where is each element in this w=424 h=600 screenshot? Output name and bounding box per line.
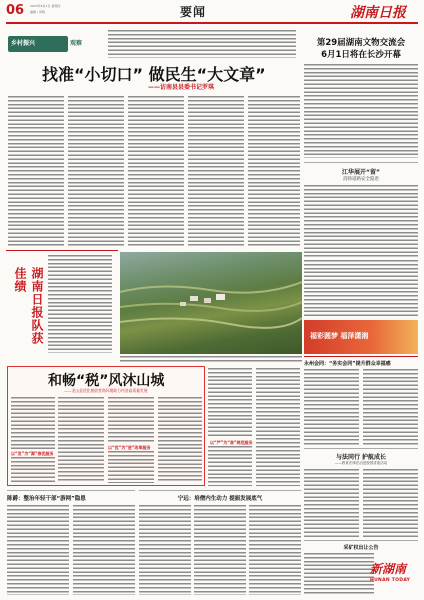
feature-col-1b: [11, 457, 55, 483]
column-badge-title: 乡村振兴: [11, 40, 36, 47]
feature-section-2: 以“优”为“进”改革服务: [108, 445, 151, 450]
right-news-1: [304, 26, 418, 160]
right-news-2: [304, 162, 418, 258]
paper-logo: 湖南日报: [350, 5, 406, 21]
editor-line: 编辑 / 何明: [30, 10, 45, 14]
intro-text: [108, 30, 296, 58]
feature-col-3b: [108, 451, 154, 483]
page-number: 06: [6, 3, 25, 18]
bottom-notice-title: 采矿权出让公告: [343, 545, 379, 551]
bottom-notice-text: [304, 553, 374, 595]
lead-col-1: [8, 96, 64, 246]
feature-col-3: [108, 397, 154, 443]
right-story-2-col-2: [363, 469, 418, 537]
column-badge: [8, 36, 68, 52]
right-story-2-col-1: [304, 469, 359, 537]
feature-subtitle: ——龙山县优化税收营商环境助力经济高质量发展: [64, 388, 148, 393]
footer-logo: [370, 560, 420, 596]
bottom-story-1-title: 陈爵：整治年轻干部“游网”隐患: [7, 496, 86, 502]
lead-col-5: [248, 96, 300, 246]
masthead-rule: [6, 22, 418, 24]
lead-subtitle: ——访南县县委书记罗琪: [148, 84, 215, 91]
right-news-2-title: 江华展开“留”: [342, 169, 380, 176]
mid-col-2: [256, 368, 300, 486]
feature-col-4: [158, 397, 202, 483]
terrace-photo: [120, 252, 302, 354]
right-news-2-sub: 消除道路安全隐患: [343, 177, 379, 182]
sidebar-headline: 湖南日报队获佳绩: [13, 267, 44, 345]
bottom-story-2-col-1: [139, 505, 191, 595]
footer-logo-en: HUNAN TODAY: [370, 578, 411, 583]
right-story-title: 永州会同：“务实会同”提升群众幸福感: [304, 361, 391, 367]
right-story-2-title: 与法同行 护航成长: [335, 454, 387, 461]
lottery-banner: [304, 320, 418, 354]
bottom-story-1-col-1: [7, 505, 69, 595]
photo-caption: [120, 356, 302, 364]
mid-section-3: 以“严”为“准”规范服务: [210, 440, 253, 445]
section-title: 要闻: [180, 5, 207, 19]
right-news-3-text: [304, 260, 418, 318]
lead-title: 找准“小切口” 做民生“大文章”: [42, 65, 266, 84]
lead-col-4: [188, 96, 244, 246]
right-news-1-text: [304, 64, 418, 158]
feature-col-2: [58, 397, 104, 483]
right-story-2: [304, 448, 418, 538]
bottom-story-2: [139, 490, 301, 596]
issue-date: 2023年6月1日 星期四: [30, 4, 61, 8]
right-news-1-title: 第29届湖南文物交流会: [316, 38, 406, 48]
right-story-2-sub: ——教育法律法治进校园讲座活动: [334, 461, 388, 465]
feature-box: [7, 366, 205, 486]
mid-col-1b: [208, 446, 252, 486]
bottom-story-2-col-2: [194, 505, 246, 595]
bottom-story-1-col-2: [73, 505, 135, 595]
bottom-story-2-col-3: [249, 505, 301, 595]
right-news-1-title2: 6月1日将在长沙开幕: [321, 50, 401, 60]
feature-section-1: 以“发”为“源”推优服务: [11, 451, 54, 456]
feature-col-1: [11, 397, 55, 449]
right-story-col-2: [363, 369, 418, 445]
right-news-2-text: [304, 185, 418, 257]
sidebar-text: [48, 255, 112, 353]
footer-logo-cn: 新湖南: [370, 562, 407, 576]
column-badge-sub: 观察: [70, 40, 83, 47]
lottery-banner-text: 福彩圆梦 福泽潇湘: [310, 332, 369, 340]
lead-col-3: [128, 96, 184, 246]
lead-col-2: [68, 96, 124, 246]
feature-title: 和畅“税”风沐山城: [48, 373, 165, 389]
mid-col-1: [208, 368, 252, 438]
sidebar-story: [6, 250, 118, 356]
masthead: [0, 0, 424, 24]
right-story: [304, 356, 418, 446]
right-story-col-1: [304, 369, 359, 445]
bottom-story-2-title: 宁远：培僧内生动力 提振发展底气: [177, 496, 263, 502]
bottom-story-1: [7, 490, 135, 596]
terrace-photo-graphic: [120, 252, 302, 354]
